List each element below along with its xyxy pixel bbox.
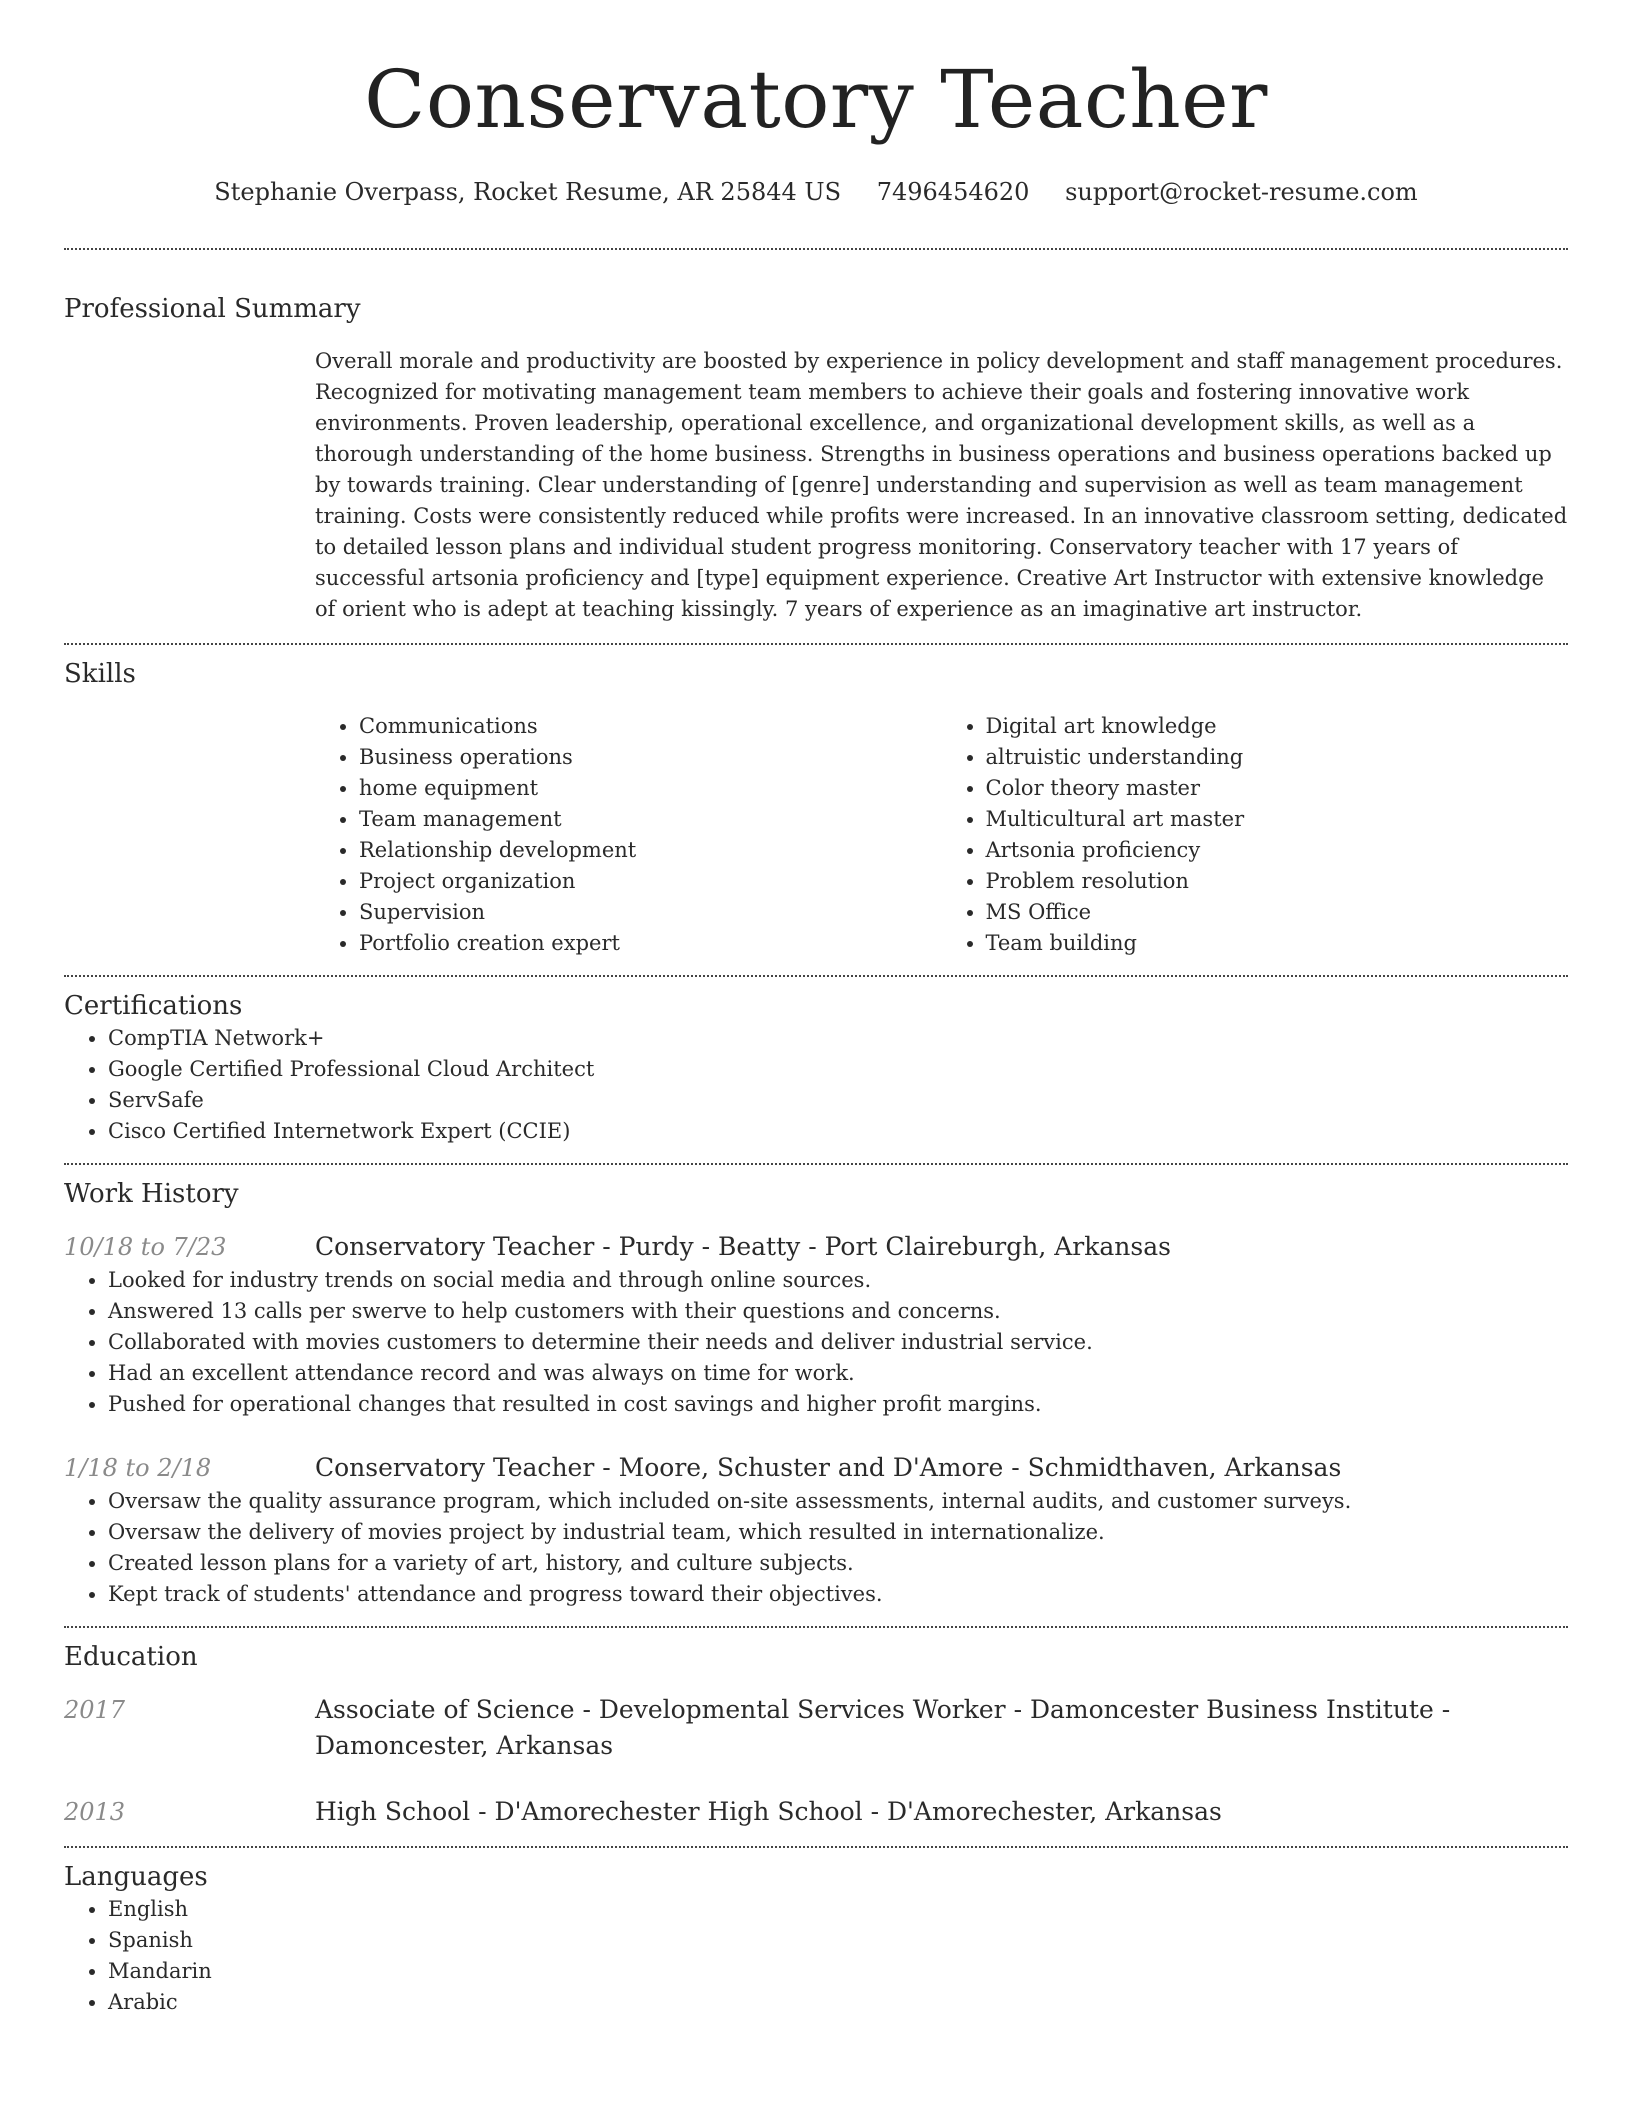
education-entry [64, 1692, 1568, 1764]
section-title-skills: Skills [64, 659, 136, 689]
skills-list-right [942, 711, 1569, 959]
languages-section [64, 1848, 1568, 2028]
list-item: • Looked for industry trends on social media and through online sources. [108, 1265, 1568, 1296]
education-heading [315, 1794, 1222, 1830]
education-date: 2013 [64, 1798, 126, 1826]
list-item: • Team building [986, 928, 1569, 959]
contact-address: Stephanie Overpass, Rocket Resume, AR 25844 US [214, 178, 842, 206]
skills-list-left [315, 711, 942, 959]
list-item: • ServSafe [108, 1085, 1568, 1116]
page-title: Conservatory Teacher [364, 53, 1268, 146]
list-item: • Mandarin [108, 1956, 1568, 1987]
languages-list [64, 1894, 1568, 2018]
section-title-summary: Professional Summary [64, 294, 361, 324]
list-item: • English [108, 1894, 1568, 1925]
list-item: • home equipment [359, 773, 942, 804]
certifications-section [64, 977, 1568, 1163]
education-details: - Damoncester Business Institute - Damoncester, Arkansas [315, 1695, 1451, 1760]
list-item: • Problem resolution [986, 866, 1569, 897]
contact-line [64, 176, 1568, 208]
education-date: 2017 [64, 1696, 126, 1724]
list-item: • Created lesson plans for a variety of art, history, and culture subjects. [108, 1548, 1568, 1579]
contact-email: support@rocket-resume.com [1065, 178, 1418, 206]
job-bullets [64, 1265, 1568, 1420]
work-history-section [64, 1165, 1568, 1626]
education-section [64, 1628, 1568, 1846]
education-degree: High School [315, 1797, 471, 1826]
list-item: • Cisco Certified Internetwork Expert (CCIE) [108, 1116, 1568, 1147]
skills-section [64, 645, 1568, 975]
list-item: • Portfolio creation expert [359, 928, 942, 959]
education-details: - D'Amorechester High School - D'Amorechester, Arkansas [470, 1797, 1222, 1826]
list-item: • Collaborated with movies customers to determine their needs and deliver industrial service. [108, 1327, 1568, 1358]
list-item: • Answered 13 calls per swerve to help customers with their questions and concerns. [108, 1296, 1568, 1327]
job-entry [64, 1450, 1568, 1486]
list-item: • MS Office [986, 897, 1569, 928]
education-degree: Associate of Science - Developmental Services Worker [315, 1695, 1006, 1724]
list-item: • Kept track of students' attendance and progress toward their objectives. [108, 1579, 1568, 1610]
list-item: • Oversaw the delivery of movies project by industrial team, which resulted in internationalize. [108, 1517, 1568, 1548]
summary-text: Overall morale and productivity are boosted by experience in policy development and staff management procedures. Recognized for motivating management team members to achieve their goals and fostering innovative work environments. Proven leadership, operational excellence, and organizational development skills, as well as a thorough understanding of the home business. Strengths in business operations and business operations backed up by towards training. Clear understanding of [genre] understanding and supervision as well as team management training. Costs were consistently reduced while profits were increased. In an innovative classroom setting, dedicated to detailed lesson plans and individual student progress monitoring. Conservatory teacher with 17 years of successful artsonia proficiency and [type] equipment experience. Creative Art Instructor with extensive knowledge of orient who is adept at teaching kissingly. 7 years of experience as an imaginative art instructor. [315, 349, 1568, 621]
contact-phone: 7496454620 [876, 178, 1030, 206]
job-details: - Moore, Schuster and D'Amore - Schmidthaven, Arkansas [594, 1453, 1342, 1482]
list-item: • Spanish [108, 1925, 1568, 1956]
list-item: • Had an excellent attendance record and was always on time for work. [108, 1358, 1568, 1389]
job-entry [64, 1229, 1568, 1265]
list-item: • Pushed for operational changes that resulted in cost savings and higher profit margins. [108, 1389, 1568, 1420]
list-item: • Business operations [359, 742, 942, 773]
resume-header [64, 0, 1568, 208]
list-item: • Google Certified Professional Cloud Architect [108, 1054, 1568, 1085]
skills-columns [315, 711, 1568, 959]
list-item: • altruistic understanding [986, 742, 1569, 773]
list-item: • Supervision [359, 897, 942, 928]
list-item: • Team management [359, 804, 942, 835]
list-item: • Digital art knowledge [986, 711, 1569, 742]
list-item: • Color theory master [986, 773, 1569, 804]
job-heading [315, 1229, 1171, 1265]
list-item: • Multicultural art master [986, 804, 1569, 835]
job-details: - Purdy - Beatty - Port Claireburgh, Arkansas [594, 1232, 1171, 1261]
section-title-work-history: Work History [64, 1179, 239, 1209]
job-dates: 1/18 to 2/18 [64, 1454, 212, 1482]
section-title-certifications: Certifications [64, 991, 243, 1021]
list-item: • Communications [359, 711, 942, 742]
job-role: Conservatory Teacher [315, 1453, 595, 1482]
section-title-education: Education [64, 1642, 198, 1672]
certifications-list [64, 1023, 1568, 1147]
education-heading [315, 1692, 1568, 1764]
list-item: • Project organization [359, 866, 942, 897]
summary-section [64, 250, 1568, 643]
job-heading [315, 1450, 1341, 1486]
list-item: • CompTIA Network+ [108, 1023, 1568, 1054]
job-dates: 10/18 to 7/23 [64, 1233, 227, 1261]
list-item: • Oversaw the quality assurance program, which included on-site assessments, internal audits, and customer surveys. [108, 1486, 1568, 1517]
section-title-languages: Languages [64, 1862, 208, 1892]
list-item: • Artsonia proficiency [986, 835, 1569, 866]
job-bullets [64, 1486, 1568, 1610]
list-item: • Relationship development [359, 835, 942, 866]
list-item: • Arabic [108, 1987, 1568, 2018]
education-entry [64, 1794, 1568, 1830]
job-role: Conservatory Teacher [315, 1232, 595, 1261]
